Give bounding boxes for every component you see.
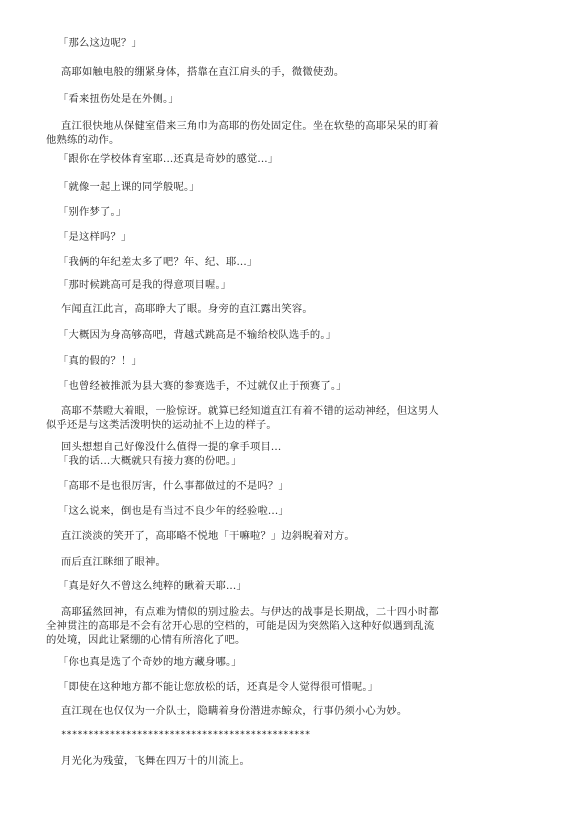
para-21-line-1: 全神贯注的高耶是不会有岔开心思的空档的，可能是因为突然陷入这种好似遇到乱流 — [46, 620, 435, 632]
para-9: 「那时候跳高可是我的得意项目喔。」 — [58, 279, 232, 291]
para-6: 「别作梦了。」 — [58, 206, 127, 218]
para-15-line-0: 回头想想自己好像没什么值得一提的拿手项目... — [61, 441, 282, 453]
para-2: 「看来扭伤处是在外侧。」 — [58, 93, 179, 105]
para-18: 直江淡淡的笑开了，高耶略不悦地「干嘛啦？」边斜睨着对方。 — [61, 530, 355, 542]
para-17: 「这么说来，倒也是有当过不良少年的经验啦...」 — [58, 505, 289, 517]
para-24: 直江现在也仅仅为一介队士，隐瞒着身份潜进赤鲸众，行事仍须小心为妙。 — [61, 705, 408, 717]
para-22: 「你也真是选了个奇妙的地方藏身哪。」 — [58, 656, 242, 668]
para-21-line-0: 高耶猛然回神，有点难为情似的别过脸去。与伊达的战事是长期战，二十四小时都 — [61, 606, 439, 618]
para-23: 「即使在这种地方都不能让您放松的话，还真是令人觉得很可惜呢。」 — [58, 681, 379, 693]
para-10: 乍闻直江此言，高耶睁大了眼。身旁的直江露出笑容。 — [61, 303, 313, 315]
closing-line: 月光化为残萤，飞舞在四万十的川流上。 — [61, 755, 250, 767]
para-0: 「那么这边呢？」 — [58, 37, 142, 49]
para-8: 「我俩的年纪差太多了吧？年、纪、耶...」 — [58, 256, 258, 268]
para-3-line-1: 他熟练的动作。 — [46, 134, 120, 146]
para-16: 「高耶不是也很厉害，什么事都做过的不是吗？」 — [58, 480, 289, 492]
para-19: 而后直江眯细了眼神。 — [61, 556, 166, 568]
para-21-line-2: 的处境，因此让紧绷的心情有所溶化了吧。 — [46, 634, 246, 646]
para-20: 「真是好久不曾这么纯粹的瞅着天耶...」 — [58, 580, 247, 592]
para-14-line-0: 高耶不禁瞪大着眼，一脸惊讶。就算已经知道直江有着不错的运动神经，但这男人 — [61, 405, 439, 417]
para-14-line-1: 似乎还是与这类活泼明快的运动扯不上边的样子。 — [46, 419, 277, 431]
para-13: 「也曾经被推派为县大赛的参赛选手，不过就仅止于预赛了。」 — [58, 380, 347, 392]
para-4: 「跟你在学校体育室耶...还真是奇妙的感觉...」 — [58, 153, 279, 165]
para-3-line-0: 直江很快地从保健室借来三角巾为高耶的伤处固定住。坐在软垫的高耶呆呆的盯着 — [61, 120, 439, 132]
para-1: 高耶如触电般的绷紧身体，搭靠在直江肩头的手，微微使劲。 — [61, 66, 345, 78]
para-5: 「就像一起上课的同学般呢。」 — [58, 181, 200, 193]
para-12: 「真的假的？！」 — [58, 355, 142, 367]
para-15-line-1: 「我的话...大概就只有接力赛的份吧。」 — [58, 455, 242, 467]
para-7: 「是这样吗？」 — [58, 231, 132, 243]
para-11: 「大概因为身高够高吧，背越式跳高是不输给校队选手的。」 — [58, 329, 337, 341]
section-separator: ********************************************** — [61, 730, 311, 740]
